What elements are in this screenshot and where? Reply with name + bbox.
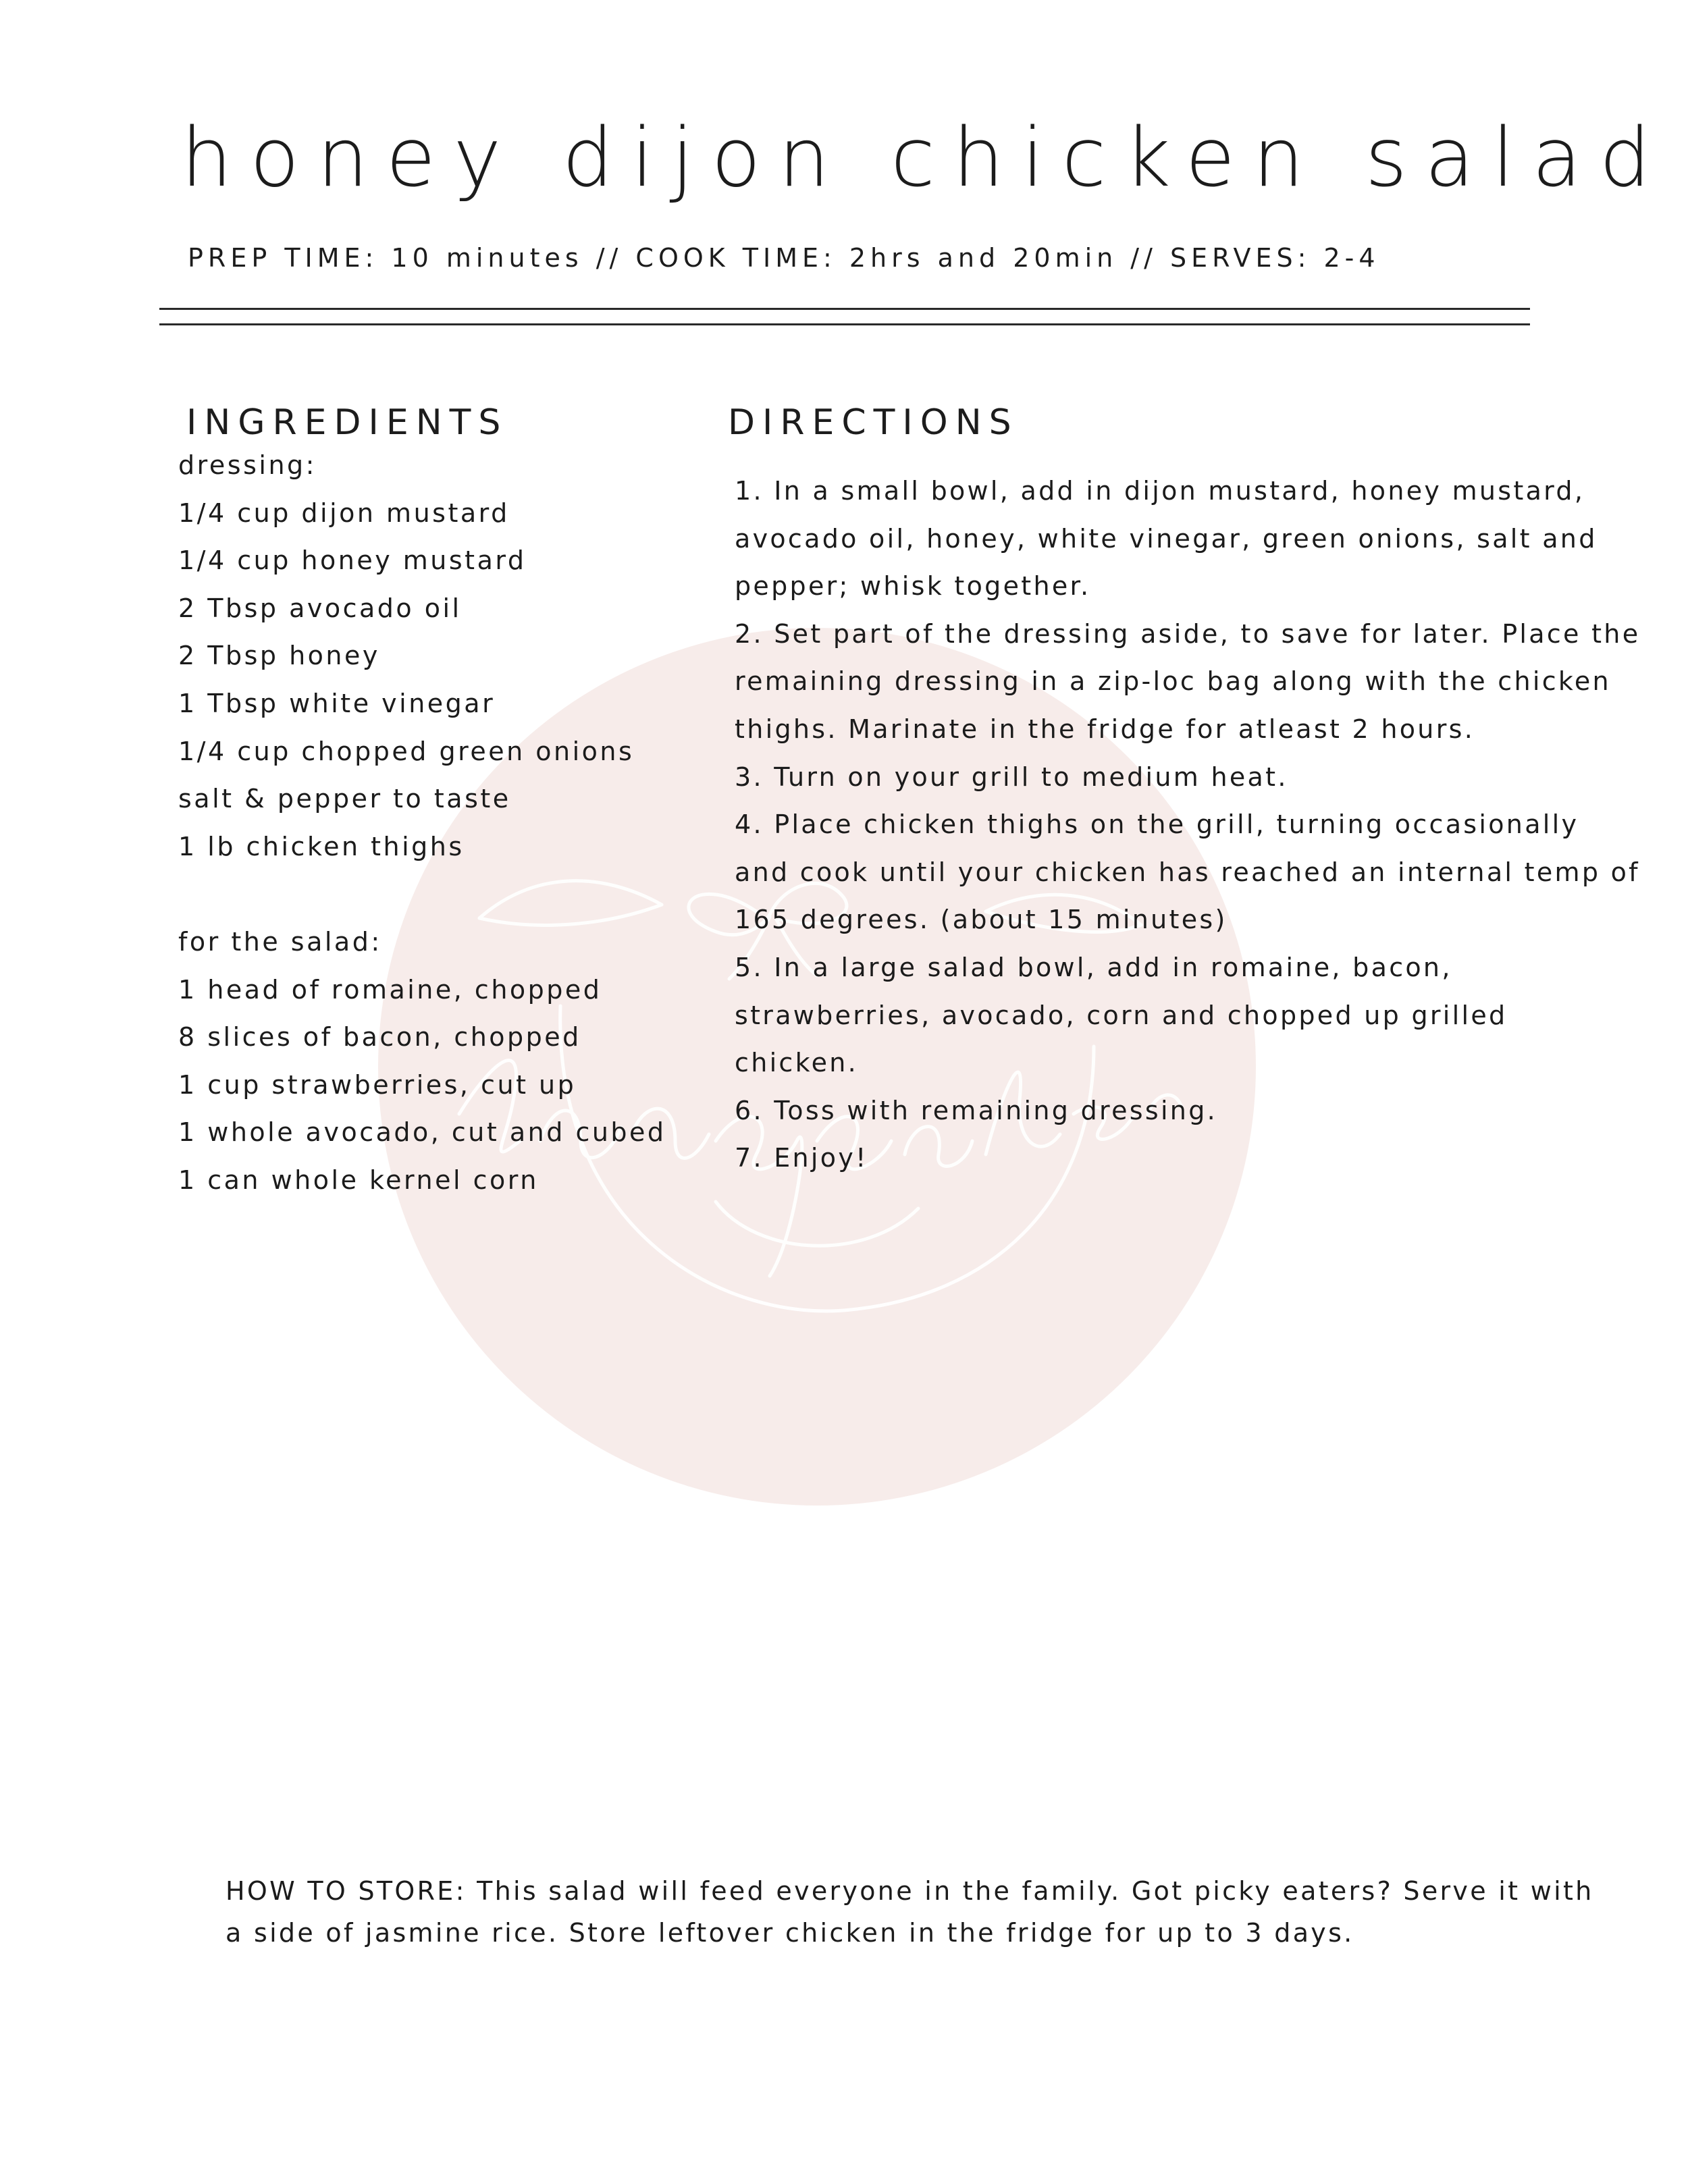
list-item: 1 whole avocado, cut and cubed [178, 1117, 666, 1148]
list-item: 1 Tbsp white vinegar [178, 688, 496, 718]
storage-line: a side of jasmine rice. Store leftover chicken in the fridge for up to 3 days. [226, 1918, 1354, 1948]
list-item: 2 Tbsp avocado oil [178, 593, 462, 623]
directions-line: 3. Turn on your grill to medium heat. [735, 762, 1288, 792]
ingredients-list [178, 442, 691, 1204]
recipe-title: honey dijon chicken salad [181, 111, 1668, 205]
list-item: 1/4 cup chopped green onions [178, 736, 635, 766]
recipe-meta: PREP TIME: 10 minutes // COOK TIME: 2hrs and 20min // SERVES: 2-4 [188, 243, 1380, 273]
list-item: 2 Tbsp honey [178, 641, 380, 671]
directions-heading: DIRECTIONS [728, 402, 1019, 443]
directions-line: chicken. [735, 1048, 859, 1078]
list-item: 1 can whole kernel corn [178, 1165, 539, 1195]
directions-line: 7. Enjoy! [735, 1143, 868, 1173]
directions-line: thighs. Marinate in the fridge for atleast 2 hours. [735, 714, 1475, 744]
storage-line: HOW TO STORE: This salad will feed everyone in the family. Got picky eaters? Serve it with [226, 1876, 1594, 1906]
ingredients-heading: INGREDIENTS [186, 402, 508, 443]
list-item: 1 head of romaine, chopped [178, 974, 602, 1005]
list-item: 1 cup strawberries, cut up [178, 1069, 577, 1100]
header-divider-top [159, 308, 1530, 310]
list-spacer [178, 870, 691, 918]
list-item: 8 slices of bacon, chopped [178, 1022, 581, 1053]
directions-line: 6. Toss with remaining dressing. [735, 1095, 1217, 1125]
directions-line: 1. In a small bowl, add in dijon mustard, honey mustard, [735, 476, 1585, 506]
directions-line: and cook until your chicken has reached an internal temp of [735, 857, 1640, 887]
salad-label: for the salad: [178, 926, 382, 957]
directions-line: 5. In a large salad bowl, add in romaine, bacon, [735, 952, 1452, 982]
directions-line: 2. Set part of the dressing aside, to save for later. Place the [735, 618, 1641, 649]
directions-line: remaining dressing in a zip-loc bag along with the chicken [735, 666, 1611, 697]
dressing-label: dressing: [178, 450, 317, 480]
list-item: 1/4 cup dijon mustard [178, 498, 510, 528]
directions-line: strawberries, avocado, corn and chopped up grilled [735, 1000, 1508, 1030]
directions-line: pepper; whisk together. [735, 571, 1091, 602]
directions-line: avocado oil, honey, white vinegar, green onions, salt and [735, 523, 1598, 554]
list-item: 1/4 cup honey mustard [178, 545, 527, 576]
directions-line: 4. Place chicken thighs on the grill, turning occasionally [735, 809, 1579, 840]
list-item: 1 lb chicken thighs [178, 831, 465, 861]
storage-note [226, 1870, 1594, 1954]
directions-line: 165 degrees. (about 15 minutes) [735, 905, 1228, 935]
header-divider-bottom [159, 323, 1530, 325]
directions-text [735, 467, 1641, 1182]
list-item: salt & pepper to taste [178, 784, 511, 814]
